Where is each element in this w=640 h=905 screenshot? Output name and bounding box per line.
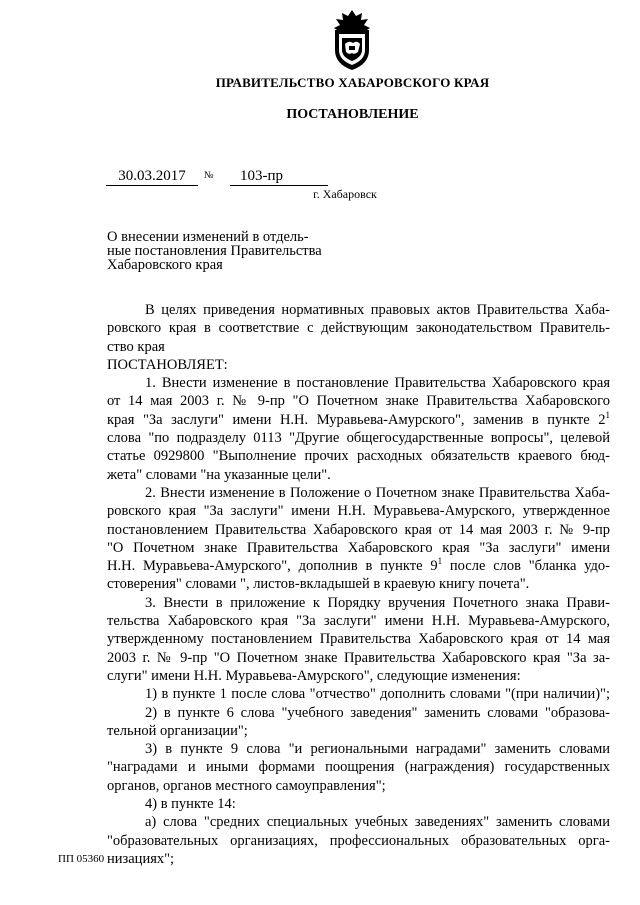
body-line: слова "по подразделу 0113 "Другие общегосударственные вопросы", целевой (107, 430, 610, 447)
body-line: ровского края в соответствие с действующим законодательством Правитель- (107, 320, 610, 337)
body-line: Н.Н. Муравьева-Амурского", дополнив в пункте $9^1$ после слов "бланка удо- (107, 557, 610, 575)
body-line: утвержденному постановлением Правительства Хабаровского края от 14 мая (107, 631, 610, 648)
body-line: тельства Хабаровского края "За заслуги" имени Н.Н. Муравьева-Амурского, (107, 613, 610, 630)
body-line: В целях приведения нормативных правовых актов Правительства Хаба- (145, 302, 610, 318)
superscript: 1 (605, 410, 610, 420)
body-line: низациях"; (107, 850, 175, 867)
number-sign: № (204, 170, 214, 181)
body-line: 3. Внести в приложение к Порядку вручения Почетного знака Прави- (145, 594, 610, 611)
body-line: 2. Внести изменение в Положение о Почетном знаке Правительства Хаба- (145, 484, 610, 501)
body-line: 2) в пункте 6 слова "учебного заведения" заменить словами "образова- (145, 704, 610, 721)
document-subject (107, 230, 329, 272)
body-line: жета" словами "на указанные цели". (107, 466, 331, 483)
government-title: ПРАВИТЕЛЬСТВО ХАБАРОВСКОГО КРАЯ (215, 75, 490, 90)
body-line: тельной организации"; (107, 722, 248, 739)
body-line: края "За заслуги" имени Н.Н. Муравьева-Амурского", заменив в пункте $2^1$ (107, 410, 610, 428)
body-line: слуги" имени Н.Н. Муравьева-Амурского", следующие изменения: (107, 667, 521, 684)
subject-line: Хабаровского края (107, 257, 223, 273)
document-body (107, 301, 610, 868)
coat-of-arms-icon (327, 8, 377, 72)
body-line: статье 0929800 "Выполнение прочих расходных обязательств краевого бюд- (107, 448, 610, 465)
body-line: стоверения" словами ", листов-вкладышей в краевую книгу почета". (107, 576, 530, 593)
body-line: 4) в пункте 14: (145, 796, 236, 813)
body-line: "образовательных организациях, профессиональных образовательных орга- (107, 832, 610, 849)
body-line: 1. Внести изменение в постановление Правительства Хабаровского края (145, 375, 610, 392)
body-line: постановлением Правительства Хабаровского края от 14 мая 2003 г. № 9-пр (107, 521, 610, 538)
body-line: органов, органов местного самоуправления"; (107, 777, 386, 794)
body-line: 3) в пункте 9 слова "и региональными наградами" заменить словами (145, 741, 610, 758)
body-line: ровского края "За заслуги" имени Н.Н. Муравьева-Амурского, утвержденное (107, 503, 610, 520)
document-city: г. Хабаровск (313, 187, 377, 201)
superscript: 1 (437, 557, 443, 567)
subject-line: ные постановления Правительства (107, 243, 322, 259)
body-line: "наградами и иными формами поощрения (награждения) государственных (107, 759, 610, 776)
body-line: 2003 г. № 9-пр "О Почетном знаке Правительства Хабаровского края "За за- (107, 649, 610, 666)
document-type: ПОСТАНОВЛЕНИЕ (286, 107, 419, 122)
body-line: ство края (107, 338, 165, 355)
body-line: ПОСТАНОВЛЯЕТ: (107, 356, 228, 373)
body-line: "О Почетном знаке Правительства Хабаровского края "За заслуги" имени (107, 539, 610, 556)
body-line: от 14 мая 2003 г. № 9-пр "О Почетном знаке Правительства Хабаровского (107, 393, 610, 410)
document-date: 30.03.2017 (106, 167, 198, 186)
subject-line: О внесении изменений в отдель- (107, 229, 309, 245)
document-code: ПП 05360 (58, 853, 105, 865)
body-line: 1) в пункте 1 после слова "отчество" дополнить словами "(при наличии)"; (145, 686, 610, 703)
body-line: а) слова "средних специальных учебных заведениях" заменить словами (145, 814, 610, 831)
document-number: 103-пр (230, 167, 328, 186)
